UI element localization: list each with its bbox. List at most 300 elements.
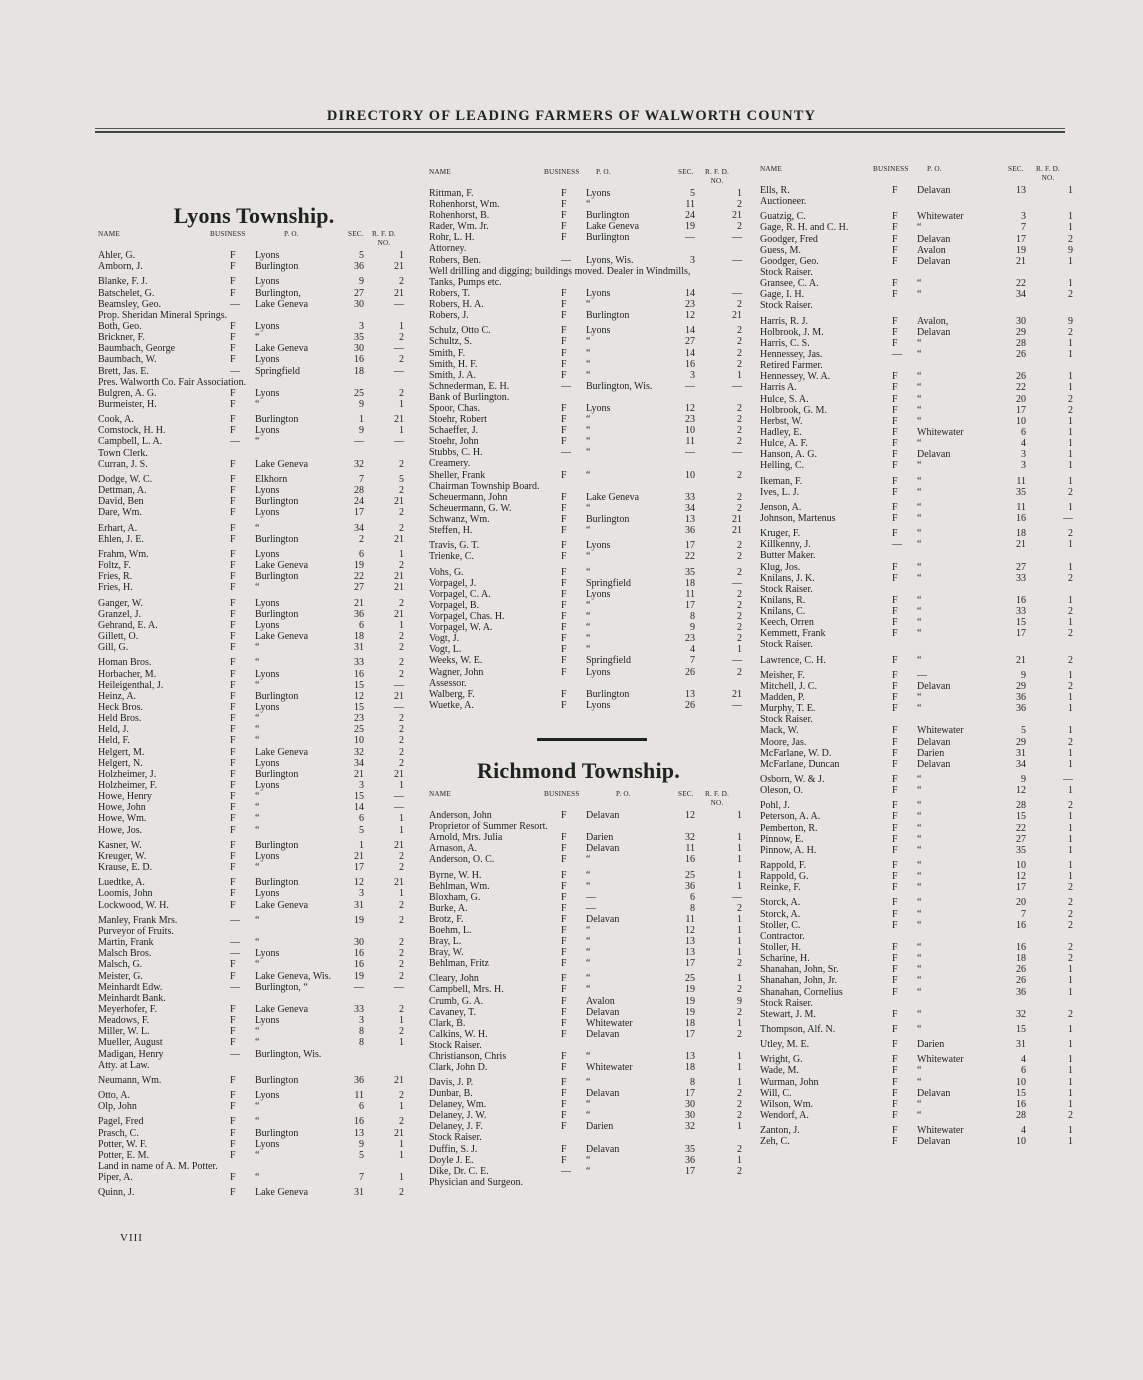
rfd-number: 1 xyxy=(1068,438,1073,450)
business-code: F xyxy=(892,919,898,931)
rfd-number: 1 xyxy=(737,1154,742,1166)
lyons-list xyxy=(98,250,410,1199)
farmer-name: Land in name of A. M. Potter. xyxy=(98,1161,218,1173)
section: 31 xyxy=(354,1187,364,1199)
farmer-row xyxy=(98,1172,410,1183)
rfd-number: 1 xyxy=(1068,964,1073,976)
rfd-number: 1 xyxy=(1068,860,1073,872)
section: 16 xyxy=(685,854,695,866)
post-office: “ xyxy=(917,833,922,845)
section: 22 xyxy=(354,571,364,583)
section: 25 xyxy=(354,724,364,736)
section: 35 xyxy=(354,332,364,344)
farmer-name: Hennessey, Jas. xyxy=(760,348,823,360)
post-office: Burlington xyxy=(255,839,299,851)
rfd-number: 1 xyxy=(1068,986,1073,998)
farmer-row xyxy=(760,669,1073,681)
farmer-row xyxy=(760,998,1070,1009)
rfd-number: 1 xyxy=(1068,692,1073,704)
post-office: “ xyxy=(917,539,922,551)
post-office: Springfield xyxy=(586,577,631,589)
business-code: F xyxy=(892,244,898,256)
business-code: — xyxy=(892,539,902,551)
rfd-number: 1 xyxy=(737,1017,742,1029)
farmer-row xyxy=(760,1109,1073,1121)
section: — xyxy=(354,981,364,993)
rfd-number: 1 xyxy=(399,425,404,437)
rfd-number: 1 xyxy=(1068,822,1073,834)
business-code: F xyxy=(230,597,236,609)
farmer-name: Bulgren, A. G. xyxy=(98,387,157,399)
farmer-name: Rohenhorst, Wm. xyxy=(429,199,500,211)
business-code: F xyxy=(892,326,898,338)
section: 6 xyxy=(359,548,364,560)
section: 32 xyxy=(1016,1008,1026,1020)
section: 15 xyxy=(354,679,364,691)
business-code: F xyxy=(561,688,567,700)
farmer-name: Rappold, F. xyxy=(760,860,807,872)
section: 26 xyxy=(685,666,695,678)
section: 36 xyxy=(354,608,364,620)
section: 8 xyxy=(690,611,695,623)
business-code: F xyxy=(892,617,898,629)
business-code: F xyxy=(892,606,898,618)
post-office: Burlington xyxy=(255,877,299,889)
post-office: Delavan xyxy=(586,1088,620,1100)
rfd-number: 2 xyxy=(399,937,404,949)
farmer-row xyxy=(760,919,1073,931)
farmer-row xyxy=(429,1088,742,1100)
rfd-number: 2 xyxy=(399,1116,404,1128)
post-office: Lyons xyxy=(255,485,280,497)
rfd-number: 21 xyxy=(394,496,404,508)
rfd-number: 1 xyxy=(737,869,742,881)
post-office: “ xyxy=(917,1065,922,1077)
page-title: DIRECTORY OF LEADING FARMERS OF WALWORTH COUNTY xyxy=(326,108,817,124)
section: 19 xyxy=(1016,244,1026,256)
farmer-name: Lockwood, W. H. xyxy=(98,899,169,911)
farmer-row xyxy=(429,984,742,996)
post-office: “ xyxy=(255,791,260,803)
business-code: — xyxy=(561,447,571,459)
header-rfd: R. F. D. NO. xyxy=(1036,165,1060,182)
business-code: F xyxy=(230,1149,236,1161)
section: 18 xyxy=(685,1017,695,1029)
business-code: — xyxy=(561,1165,571,1177)
farmer-name: Campbell, Mrs. H. xyxy=(429,984,504,996)
farmer-name: Pres. Walworth Co. Fair Association. xyxy=(98,376,247,388)
section: 22 xyxy=(1016,278,1026,290)
post-office: Lyons xyxy=(586,666,611,678)
section: — xyxy=(685,447,695,459)
farmer-name: Heileigenthal, J. xyxy=(98,679,164,691)
farmer-name: Zanton, J. xyxy=(760,1125,800,1137)
post-office: “ xyxy=(917,882,922,894)
rfd-number: — xyxy=(394,679,404,691)
header-name: NAME xyxy=(760,165,782,173)
business-code: F xyxy=(561,854,567,866)
farmer-name: Arnold, Mrs. Julia xyxy=(429,832,503,844)
business-code: F xyxy=(230,1090,236,1102)
post-office: “ xyxy=(586,369,591,381)
post-office: Lake Geneva, Wis. xyxy=(255,970,332,982)
business-code: F xyxy=(892,844,898,856)
business-code: F xyxy=(892,800,898,812)
farmer-name: Piper, A. xyxy=(98,1172,133,1184)
section: 3 xyxy=(690,254,695,266)
farmer-row xyxy=(429,832,742,844)
section: 15 xyxy=(1016,1087,1026,1099)
rfd-number: 21 xyxy=(732,310,742,322)
section: 33 xyxy=(354,1003,364,1015)
business-code: F xyxy=(561,325,567,337)
section: 33 xyxy=(685,491,695,503)
farmer-name: Meinhardt Edw. xyxy=(98,981,163,993)
rfd-number: 21 xyxy=(732,525,742,536)
rfd-number: 2 xyxy=(737,551,742,563)
section: 34 xyxy=(354,522,364,534)
farmer-row xyxy=(429,1061,742,1073)
rfd-number: 1 xyxy=(1068,561,1073,573)
section: 7 xyxy=(1021,908,1026,920)
farmer-name: Harris A. xyxy=(760,382,797,394)
post-office: Delavan xyxy=(586,843,620,855)
section: 13 xyxy=(685,1050,695,1062)
business-code: F xyxy=(892,669,898,681)
farmer-row xyxy=(760,278,1073,290)
lyons-township-title: Lyons Township. xyxy=(173,203,335,228)
farmer-name: Robers, H. A. xyxy=(429,298,484,310)
farmer-name: Scheuermann, G. W. xyxy=(429,502,512,514)
farmer-row xyxy=(429,1132,739,1143)
business-code: F xyxy=(561,973,567,985)
farmer-row xyxy=(98,877,410,888)
section: 14 xyxy=(354,802,364,814)
rfd-number: — xyxy=(732,655,742,667)
farmer-row xyxy=(429,810,742,821)
farmer-name: Prop. Sheridan Mineral Springs. xyxy=(98,309,228,321)
farmer-name: Physician and Surgeon. xyxy=(429,1176,523,1188)
post-office: “ xyxy=(917,975,922,987)
right-column xyxy=(760,165,1073,1148)
section: 34 xyxy=(685,502,695,514)
farmer-name: Homan Bros. xyxy=(98,657,152,669)
farmer-row xyxy=(760,871,1073,883)
section: 23 xyxy=(354,713,364,725)
farmer-name: Howe, Jos. xyxy=(98,824,143,836)
post-office: “ xyxy=(586,935,591,947)
post-office: “ xyxy=(586,644,591,656)
business-code: F xyxy=(230,1172,236,1184)
farmer-name: Howe, Henry xyxy=(98,791,152,803)
farmer-name: Knilans, C. xyxy=(760,606,806,618)
rfd-number: 21 xyxy=(394,839,404,851)
section: 13 xyxy=(685,935,695,947)
header-po: P. O. xyxy=(927,165,942,173)
farmer-row xyxy=(98,354,410,365)
business-code: F xyxy=(561,199,567,211)
post-office: “ xyxy=(917,486,922,498)
post-office: “ xyxy=(917,897,922,909)
business-code: F xyxy=(561,869,567,881)
farmer-name: Hanson, A. G. xyxy=(760,449,817,461)
farmer-row xyxy=(429,277,739,288)
business-code: F xyxy=(892,572,898,584)
section: 11 xyxy=(685,588,695,600)
post-office: “ xyxy=(255,802,260,814)
business-code: F xyxy=(230,522,236,534)
post-office: Burlington xyxy=(586,210,630,222)
business-code: F xyxy=(230,899,236,911)
section: 16 xyxy=(1016,512,1026,524)
post-office: Lake Geneva xyxy=(255,1003,309,1015)
rfd-number: 2 xyxy=(399,485,404,497)
post-office: “ xyxy=(586,924,591,936)
section: 17 xyxy=(1016,882,1026,894)
business-code: F xyxy=(561,1050,567,1062)
farmer-row xyxy=(98,1026,410,1037)
post-office: Darien xyxy=(917,1039,945,1051)
section: — xyxy=(685,232,695,244)
business-code: F xyxy=(230,850,236,862)
farmer-row xyxy=(429,1017,742,1029)
farmer-row xyxy=(429,502,742,514)
business-code: F xyxy=(561,436,567,448)
farmer-name: Howe, Wm. xyxy=(98,813,147,825)
section: 28 xyxy=(1016,1109,1026,1121)
business-code: F xyxy=(230,571,236,583)
post-office: “ xyxy=(917,785,922,797)
farmer-row xyxy=(98,691,410,702)
rfd-number: 2 xyxy=(1068,736,1073,748)
rfd-number: 21 xyxy=(394,287,404,299)
post-office: Burlington xyxy=(586,310,630,322)
farmer-row xyxy=(429,622,742,634)
post-office: “ xyxy=(917,404,922,416)
business-code: F xyxy=(892,393,898,405)
business-code: F xyxy=(561,525,567,536)
farmer-row xyxy=(760,774,1073,786)
farmer-name: Luedtke, A. xyxy=(98,877,145,889)
farmer-name: Gransee, C. A. xyxy=(760,278,819,290)
section: 5 xyxy=(1021,725,1026,737)
farmer-row xyxy=(98,1161,410,1172)
rfd-number: 2 xyxy=(737,902,742,914)
rfd-number: — xyxy=(394,802,404,814)
business-code: F xyxy=(892,860,898,872)
rfd-number: 1 xyxy=(737,946,742,958)
farmer-name: Malsch Bros. xyxy=(98,948,152,960)
farmer-name: Wade, M. xyxy=(760,1065,799,1077)
rfd-number: 2 xyxy=(399,458,404,470)
post-office: Darien xyxy=(586,1121,614,1133)
business-code: F xyxy=(892,1098,898,1110)
farmer-row xyxy=(760,382,1073,394)
rfd-number: 1 xyxy=(1068,1125,1073,1137)
farmer-name: Krause, E. D. xyxy=(98,862,153,874)
farmer-row xyxy=(98,631,410,642)
farmer-row xyxy=(98,791,410,802)
farmer-row xyxy=(429,1143,742,1155)
business-code: F xyxy=(230,702,236,713)
post-office: “ xyxy=(255,1037,260,1049)
post-office: “ xyxy=(586,1110,591,1122)
section: 19 xyxy=(685,995,695,1007)
farmer-row xyxy=(98,436,410,447)
farmer-row xyxy=(760,211,1073,223)
farmer-name: Schnederman, E. H. xyxy=(429,380,510,392)
farmer-name: Baumbach, George xyxy=(98,343,176,355)
section: 25 xyxy=(354,387,364,399)
section: 11 xyxy=(685,436,695,448)
post-office: “ xyxy=(586,447,591,459)
business-code: F xyxy=(561,1088,567,1100)
business-code: F xyxy=(561,666,567,678)
post-office: “ xyxy=(917,1109,922,1121)
farmer-name: Keech, Orren xyxy=(760,617,814,629)
section: 21 xyxy=(354,597,364,609)
section: 5 xyxy=(359,824,364,836)
business-code: F xyxy=(892,897,898,909)
farmer-name: Pohl, J. xyxy=(760,800,790,812)
farmer-row xyxy=(760,267,1070,278)
post-office: Delavan xyxy=(586,913,620,925)
rfd-number: 2 xyxy=(737,1006,742,1018)
farmer-name: Mitchell, J. C. xyxy=(760,680,817,692)
business-code: F xyxy=(561,599,567,611)
farmer-name: Hulce, A. F. xyxy=(760,438,808,450)
post-office: “ xyxy=(586,469,591,481)
post-office: Delavan xyxy=(917,736,951,748)
business-code: F xyxy=(230,1187,236,1199)
farmer-row xyxy=(429,298,742,310)
business-code: F xyxy=(892,1125,898,1137)
farmer-name: Knilans, R. xyxy=(760,594,806,606)
farmer-name: Klug, Jos. xyxy=(760,561,801,573)
post-office: “ xyxy=(586,599,591,611)
rfd-number: 2 xyxy=(1068,897,1073,909)
business-code: F xyxy=(892,337,898,349)
farmer-row xyxy=(98,948,410,959)
rfd-number: 2 xyxy=(737,1110,742,1122)
business-code: F xyxy=(230,332,236,344)
farmer-name: Burmeister, H. xyxy=(98,398,157,410)
header-business: BUSINESS xyxy=(873,165,909,173)
farmer-name: Rappold, G. xyxy=(760,871,809,883)
business-code: F xyxy=(230,713,236,725)
farmer-name: Moore, Jas. xyxy=(760,736,807,748)
farmer-row xyxy=(98,769,410,780)
rfd-number: 2 xyxy=(737,347,742,359)
farmer-name: Comstock, H. H. xyxy=(98,425,166,437)
rfd-number: 2 xyxy=(399,1003,404,1015)
post-office: Delavan xyxy=(917,233,951,245)
rfd-number: — xyxy=(732,287,742,299)
farmer-name: Auctioneer. xyxy=(760,196,807,208)
rfd-number: 1 xyxy=(1068,1098,1073,1110)
section: 9 xyxy=(690,622,695,634)
rfd-number: 2 xyxy=(399,862,404,874)
post-office: “ xyxy=(586,622,591,634)
rfd-number: 2 xyxy=(399,642,404,654)
farmer-row xyxy=(98,496,410,507)
rfd-number: 2 xyxy=(737,298,742,310)
rfd-number: 1 xyxy=(1068,669,1073,681)
section: 8 xyxy=(359,1026,364,1038)
title-rule-top xyxy=(95,128,1065,129)
business-code: F xyxy=(230,802,236,814)
business-code: F xyxy=(230,970,236,982)
rfd-number: 21 xyxy=(732,688,742,700)
rfd-number: 1 xyxy=(399,1172,404,1184)
business-code: F xyxy=(230,261,236,273)
farmer-name: Loomis, John xyxy=(98,888,153,900)
header-po: P. O. xyxy=(284,230,299,238)
rfd-number: 21 xyxy=(394,533,404,545)
farmer-row xyxy=(760,561,1073,573)
business-code: F xyxy=(892,315,898,327)
farmer-name: Anderson, O. C. xyxy=(429,854,495,866)
business-code: F xyxy=(230,735,236,747)
farmer-name: Mueller, August xyxy=(98,1037,163,1049)
business-code: F xyxy=(892,185,898,196)
post-office: Delavan xyxy=(917,185,951,196)
post-office: “ xyxy=(586,566,591,578)
post-office: “ xyxy=(255,1101,260,1113)
section: 11 xyxy=(685,199,695,211)
business-code: F xyxy=(230,320,236,332)
business-code: — xyxy=(230,948,240,960)
farmer-row xyxy=(760,617,1073,629)
post-office: “ xyxy=(917,871,922,883)
post-office: “ xyxy=(586,336,591,348)
business-code: F xyxy=(230,631,236,643)
farmer-name: Stock Raiser. xyxy=(760,583,813,595)
rfd-number: 2 xyxy=(399,1026,404,1038)
farmer-name: Sheller, Frank xyxy=(429,469,486,481)
business-code: F xyxy=(561,832,567,844)
farmer-row xyxy=(98,1128,410,1139)
rfd-number: 2 xyxy=(1068,908,1073,920)
section: 17 xyxy=(685,1028,695,1040)
farmer-row xyxy=(760,460,1073,472)
section: 31 xyxy=(354,899,364,911)
farmer-name: Curran, J. S. xyxy=(98,458,148,470)
business-code: — xyxy=(230,365,240,377)
farmer-name: Otto, A. xyxy=(98,1090,130,1102)
post-office: Lyons xyxy=(255,387,280,399)
business-code: F xyxy=(561,913,567,925)
rfd-number: 2 xyxy=(1068,628,1073,640)
farmer-name: Helling, C. xyxy=(760,460,805,472)
farmer-row xyxy=(429,287,742,299)
rfd-number: — xyxy=(394,298,404,310)
farmer-row xyxy=(760,833,1073,845)
farmer-row xyxy=(98,288,410,299)
post-office: Springfield xyxy=(255,365,300,377)
business-code: F xyxy=(230,1026,236,1038)
post-office: “ xyxy=(255,582,260,594)
farmer-row xyxy=(98,982,410,993)
business-code: F xyxy=(561,1061,567,1073)
farmer-row xyxy=(429,1077,742,1089)
farmer-name: Holzheimer, F. xyxy=(98,779,158,791)
farmer-name: Contractor. xyxy=(760,930,805,942)
header-sec: SEC. xyxy=(678,168,694,176)
farmer-name: Cavaney, T. xyxy=(429,1006,477,1018)
section: 25 xyxy=(685,869,695,881)
post-office: “ xyxy=(917,289,922,301)
